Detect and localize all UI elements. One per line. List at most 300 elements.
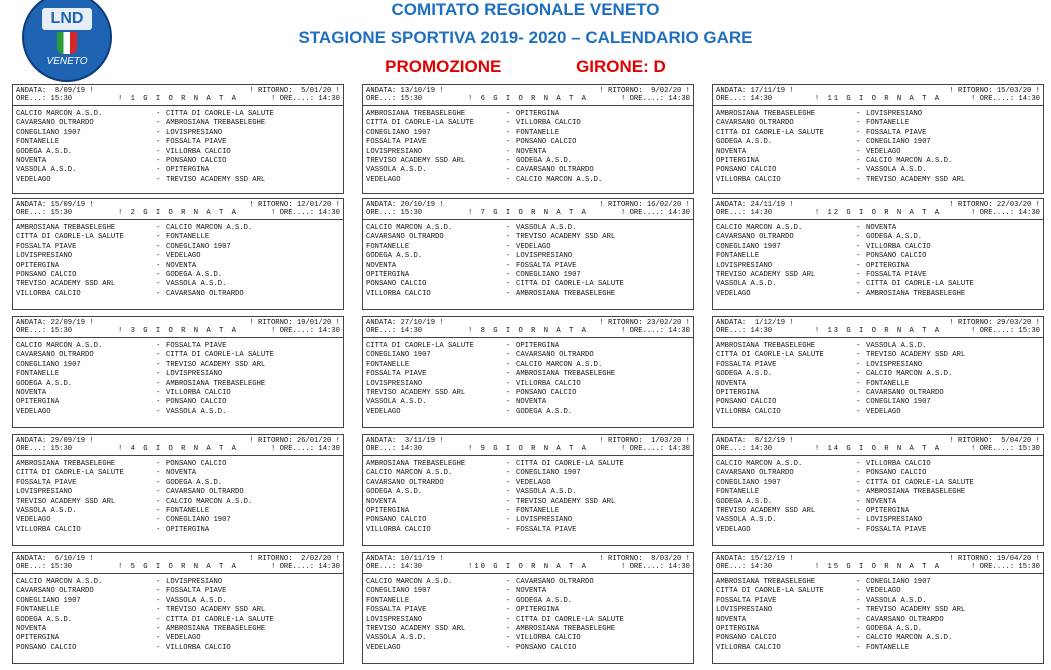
home-team: NOVENTA — [16, 389, 47, 397]
giornata-label: ! 6 G I O R N A T A — [468, 95, 588, 103]
home-team: FONTANELLE — [366, 596, 410, 605]
andata-time: ORE...: 14:30 — [366, 563, 423, 571]
match-row — [716, 370, 1040, 378]
away-team: CONEGLIANO 1907 — [866, 398, 931, 407]
separator: - — [856, 242, 861, 251]
separator: - — [506, 615, 511, 624]
home-team: FOSSALTA PIAVE — [366, 138, 427, 147]
match-row — [16, 176, 340, 184]
separator: - — [506, 280, 511, 289]
match-row — [366, 389, 690, 397]
match-row — [716, 587, 1040, 595]
away-team: FONTANELLE — [866, 643, 910, 652]
home-team: GODEGA A.S.D. — [16, 379, 73, 388]
giornata-label: ! 5 G I O R N A T A — [118, 563, 238, 571]
giornata-label: ! 11 G I O R N A T A — [814, 95, 942, 103]
match-row — [716, 280, 1040, 288]
match-row — [716, 233, 1040, 241]
home-team: TREVISO ACADEMY SSD ARL — [16, 280, 116, 289]
ritorno-time: ! ORE....: 14:30 — [270, 563, 340, 571]
away-team: LOVISPRESIANO — [166, 370, 223, 379]
separator: - — [856, 497, 861, 506]
match-row — [366, 129, 690, 137]
match-row — [716, 488, 1040, 496]
home-team: TREVISO ACADEMY SSD ARL — [16, 497, 116, 506]
separator: - — [506, 625, 511, 633]
away-team: GODEGA A.S.D. — [166, 271, 223, 279]
home-team: PONSANO CALCIO — [16, 271, 77, 279]
separator: - — [156, 280, 161, 289]
away-team: AMBROSIANA TREBASELEGHE — [516, 370, 616, 379]
round-block — [712, 552, 1044, 664]
match-row — [16, 138, 340, 146]
giornata-label: ! 1 G I O R N A T A — [118, 95, 238, 103]
away-team: CONEGLIANO 1907 — [516, 271, 581, 279]
away-team: CAVARSANO OLTRARDO — [166, 488, 244, 497]
giornata-label: ! 12 G I O R N A T A — [814, 209, 942, 217]
match-row — [716, 479, 1040, 487]
away-team: TREVISO ACADEMY SSD ARL — [866, 606, 966, 615]
separator: - — [156, 398, 161, 407]
away-team: NOVENTA — [516, 398, 547, 407]
home-team: CITTA DI CAORLE-LA SALUTE — [16, 233, 124, 242]
home-team: FOSSALTA PIAVE — [366, 370, 427, 379]
away-team: VASSOLA A.S.D. — [516, 224, 577, 232]
match-row — [716, 351, 1040, 359]
home-team: FOSSALTA PIAVE — [716, 360, 777, 369]
away-team: FOSSALTA PIAVE — [166, 342, 227, 350]
match-row — [16, 460, 340, 468]
round-block — [712, 84, 1044, 194]
match-row — [16, 578, 340, 586]
ritorno-time: ! ORE....: 14:30 — [270, 445, 340, 453]
ritorno-time: ! ORE....: 14:30 — [620, 95, 690, 103]
away-team: OPITERGINA — [166, 525, 210, 534]
home-team: CONEGLIANO 1907 — [16, 360, 81, 369]
separator: - — [156, 407, 161, 416]
separator: - — [506, 469, 511, 478]
giornata-label: ! 13 G I O R N A T A — [814, 327, 942, 335]
away-team: CAVARSANO OLTRARDO — [516, 578, 594, 586]
away-team: VILLORBA CALCIO — [866, 242, 931, 251]
home-team: LOVISPRESIANO — [16, 252, 73, 261]
home-team: GODEGA A.S.D. — [366, 488, 423, 497]
home-team: VEDELAGO — [366, 643, 401, 652]
away-team: GODEGA A.S.D. — [516, 407, 573, 416]
away-team: LOVISPRESIANO — [166, 578, 223, 586]
andata-time: ORE...: 14:30 — [716, 209, 773, 217]
andata-time: ORE...: 15:30 — [16, 95, 73, 103]
separator: - — [506, 166, 511, 175]
giornata-label: ! 7 G I O R N A T A — [468, 209, 588, 217]
separator: - — [506, 110, 511, 118]
away-team: CALCIO MARCON A.S.D. — [516, 360, 603, 369]
away-team: FOSSALTA PIAVE — [866, 271, 927, 279]
separator: - — [856, 615, 861, 624]
committee-title: COMITATO REGIONALE VENETO — [391, 0, 660, 19]
away-team: VASSOLA A.S.D. — [866, 596, 927, 605]
match-row — [16, 526, 340, 534]
away-team: CALCIO MARCON A.S.D. — [866, 370, 953, 379]
separator: - — [856, 407, 861, 416]
andata-date: ANDATA: 1/12/19 ! — [716, 319, 794, 327]
separator: - — [506, 175, 511, 184]
match-row — [366, 342, 690, 350]
home-team: VASSOLA A.S.D. — [16, 166, 77, 175]
match-row — [716, 157, 1040, 165]
match-row — [716, 498, 1040, 506]
match-row — [716, 252, 1040, 260]
match-row — [366, 110, 690, 118]
separator: - — [156, 119, 161, 128]
match-row — [716, 578, 1040, 586]
home-team: PONSANO CALCIO — [16, 643, 77, 652]
home-team: CONEGLIANO 1907 — [366, 351, 431, 360]
ritorno-time: ! ORE....: 15:30 — [970, 445, 1040, 453]
match-row — [366, 526, 690, 534]
home-team: VEDELAGO — [16, 516, 51, 525]
away-team: LOVISPRESIANO — [866, 110, 923, 118]
round-block — [712, 198, 1044, 310]
home-team: VEDELAGO — [716, 525, 751, 534]
home-team: GODEGA A.S.D. — [716, 138, 773, 147]
home-team: NOVENTA — [366, 497, 397, 506]
separator: - — [156, 289, 161, 298]
andata-date: ANDATA: 3/11/19 ! — [366, 437, 444, 445]
separator: - — [156, 488, 161, 497]
away-team: VEDELAGO — [516, 478, 551, 487]
season-title: STAGIONE SPORTIVA 2019- 2020 – CALENDARIO GARE — [298, 28, 753, 47]
match-row — [366, 469, 690, 477]
giornata-label: ! 9 G I O R N A T A — [468, 445, 588, 453]
home-team: FOSSALTA PIAVE — [366, 606, 427, 615]
match-row — [716, 290, 1040, 298]
match-row — [716, 597, 1040, 605]
match-row — [366, 634, 690, 642]
andata-time: ORE...: 14:30 — [716, 445, 773, 453]
separator: - — [856, 488, 861, 497]
away-team: FOSSALTA PIAVE — [516, 261, 577, 270]
match-row — [366, 176, 690, 184]
away-team: GODEGA A.S.D. — [866, 625, 923, 633]
separator: - — [856, 351, 861, 360]
away-team: FONTANELLE — [516, 128, 560, 137]
ritorno-time: ! ORE....: 14:30 — [620, 209, 690, 217]
home-team: CONEGLIANO 1907 — [366, 587, 431, 596]
separator: - — [506, 351, 511, 360]
separator: - — [856, 110, 861, 118]
home-team: NOVENTA — [716, 147, 747, 156]
match-row — [16, 233, 340, 241]
match-row — [716, 469, 1040, 477]
giornata-label: ! 3 G I O R N A T A — [118, 327, 238, 335]
match-row — [16, 597, 340, 605]
away-team: CITTA DI CAORLE-LA SALUTE — [516, 615, 624, 624]
home-team: TREVISO ACADEMY SSD ARL — [366, 157, 466, 165]
away-team: AMBROSIANA TREBASELEGHE — [516, 625, 616, 633]
match-row — [16, 488, 340, 496]
match-row — [366, 380, 690, 388]
away-team: TREVISO ACADEMY SSD ARL — [866, 175, 966, 184]
match-row — [366, 280, 690, 288]
home-team: AMBROSIANA TREBASELEGHE — [716, 110, 816, 118]
round-block — [362, 552, 694, 664]
match-row — [366, 460, 690, 468]
match-row — [16, 119, 340, 127]
away-team: PONSANO CALCIO — [516, 389, 577, 397]
away-team: VEDELAGO — [166, 252, 201, 261]
home-team: AMBROSIANA TREBASELEGHE — [16, 460, 116, 468]
away-team: CITTA DI CAORLE-LA SALUTE — [516, 460, 624, 468]
separator: - — [156, 271, 161, 279]
match-row — [16, 634, 340, 642]
home-team: NOVENTA — [366, 261, 397, 270]
away-team: NOVENTA — [516, 147, 547, 156]
home-team: LOVISPRESIANO — [366, 615, 423, 624]
ritorno-time: ! ORE....: 14:30 — [270, 327, 340, 335]
separator: - — [506, 271, 511, 279]
separator: - — [506, 398, 511, 407]
home-team: VILLORBA CALCIO — [366, 525, 431, 534]
separator: - — [856, 280, 861, 289]
away-team: NOVENTA — [866, 224, 897, 232]
separator: - — [856, 128, 861, 137]
home-team: LOVISPRESIANO — [716, 261, 773, 270]
away-team: CALCIO MARCON A.S.D. — [866, 634, 953, 643]
ritorno-date: ! RITORNO: 5/01/20 ! — [249, 87, 340, 95]
match-row — [366, 644, 690, 652]
home-team: FONTANELLE — [366, 360, 410, 369]
category-label: PROMOZIONE — [385, 57, 502, 76]
match-row — [16, 516, 340, 524]
away-team: VILLORBA CALCIO — [516, 379, 581, 388]
separator: - — [506, 596, 511, 605]
home-team: OPITERGINA — [16, 261, 60, 270]
separator: - — [156, 379, 161, 388]
separator: - — [506, 147, 511, 156]
match-row — [16, 625, 340, 633]
away-team: CALCIO MARCON A.S.D. — [166, 224, 253, 232]
away-team: GODEGA A.S.D. — [516, 596, 573, 605]
andata-time: ORE...: 14:30 — [716, 563, 773, 571]
home-team: TREVISO ACADEMY SSD ARL — [366, 625, 466, 633]
separator: - — [856, 606, 861, 615]
home-team: CAVARSANO OLTRARDO — [716, 469, 794, 478]
separator: - — [856, 271, 861, 279]
home-team: FONTANELLE — [16, 138, 60, 147]
home-team: CAVARSANO OLTRARDO — [16, 119, 94, 128]
away-team: CITTA DI CAORLE-LA SALUTE — [866, 280, 974, 289]
match-row — [16, 408, 340, 416]
round-block — [362, 316, 694, 428]
separator: - — [156, 497, 161, 506]
home-team: VILLORBA CALCIO — [16, 525, 81, 534]
home-team: CONEGLIANO 1907 — [16, 596, 81, 605]
separator: - — [506, 516, 511, 525]
giornata-label: ! 15 G I O R N A T A — [814, 563, 942, 571]
home-team: CAVARSANO OLTRARDO — [366, 478, 444, 487]
away-team: AMBROSIANA TREBASELEGHE — [866, 289, 966, 298]
away-team: CAVARSANO OLTRARDO — [866, 615, 944, 624]
separator: - — [156, 242, 161, 251]
away-team: FONTANELLE — [166, 507, 210, 515]
separator: - — [156, 587, 161, 596]
away-team: LOVISPRESIANO — [166, 128, 223, 137]
andata-time: ORE...: 15:30 — [366, 209, 423, 217]
match-row — [16, 290, 340, 298]
match-row — [16, 129, 340, 137]
separator: - — [856, 460, 861, 468]
separator: - — [506, 360, 511, 369]
home-team: PONSANO CALCIO — [716, 398, 777, 407]
match-row — [16, 616, 340, 624]
home-team: GODEGA A.S.D. — [16, 615, 73, 624]
away-team: FOSSALTA PIAVE — [166, 587, 227, 596]
home-team: PONSANO CALCIO — [366, 280, 427, 289]
separator: - — [856, 261, 861, 270]
home-team: GODEGA A.S.D. — [716, 370, 773, 379]
home-team: PONSANO CALCIO — [366, 516, 427, 525]
match-row — [16, 479, 340, 487]
andata-date: ANDATA: 15/12/19 ! — [716, 555, 794, 563]
separator: - — [156, 634, 161, 643]
ritorno-date: ! RITORNO: 12/01/20 ! — [249, 201, 340, 209]
home-team: CALCIO MARCON A.S.D. — [366, 578, 453, 586]
home-team: CAVARSANO OLTRARDO — [16, 587, 94, 596]
match-row — [366, 488, 690, 496]
away-team: VILLORBA CALCIO — [516, 634, 581, 643]
away-team: FONTANELLE — [866, 379, 910, 388]
separator: - — [856, 252, 861, 261]
ritorno-time: ! ORE....: 14:30 — [970, 95, 1040, 103]
match-row — [716, 507, 1040, 515]
home-team: CAVARSANO OLTRARDO — [716, 119, 794, 128]
separator: - — [506, 224, 511, 232]
home-team: OPITERGINA — [366, 271, 410, 279]
away-team: VASSOLA A.S.D. — [166, 407, 227, 416]
home-team: FOSSALTA PIAVE — [716, 596, 777, 605]
home-team: LOVISPRESIANO — [716, 606, 773, 615]
away-team: OPITERGINA — [866, 507, 910, 515]
home-team: OPITERGINA — [16, 634, 60, 643]
home-team: VILLORBA CALCIO — [716, 407, 781, 416]
separator: - — [856, 516, 861, 525]
andata-time: ORE...: 15:30 — [16, 563, 73, 571]
match-row — [716, 526, 1040, 534]
separator: - — [156, 643, 161, 652]
away-team: VASSOLA A.S.D. — [166, 280, 227, 289]
separator: - — [506, 478, 511, 487]
away-team: NOVENTA — [866, 497, 897, 506]
giornata-label: !10 G I O R N A T A — [468, 563, 588, 571]
away-team: OPITERGINA — [516, 110, 560, 118]
separator: - — [506, 119, 511, 128]
separator: - — [506, 370, 511, 379]
away-team: FONTANELLE — [516, 507, 560, 515]
match-row — [16, 370, 340, 378]
ritorno-time: ! ORE....: 14:30 — [620, 445, 690, 453]
match-row — [366, 498, 690, 506]
match-row — [716, 148, 1040, 156]
match-row — [716, 408, 1040, 416]
away-team: CITTA DI CAORLE-LA SALUTE — [516, 280, 624, 289]
home-team: VASSOLA A.S.D. — [366, 166, 427, 175]
away-team: CITTA DI CAORLE-LA SALUTE — [166, 351, 274, 360]
away-team: FOSSALTA PIAVE — [166, 138, 227, 147]
separator: - — [156, 460, 161, 468]
separator: - — [156, 478, 161, 487]
away-team: GODEGA A.S.D. — [866, 233, 923, 242]
away-team: VILLORBA CALCIO — [866, 460, 931, 468]
andata-time: ORE...: 14:30 — [716, 95, 773, 103]
home-team: CITTA DI CAORLE-LA SALUTE — [716, 587, 824, 596]
home-team: VILLORBA CALCIO — [16, 289, 81, 298]
away-team: OPITERGINA — [866, 261, 910, 270]
round-block — [362, 84, 694, 194]
match-row — [716, 271, 1040, 279]
home-team: NOVENTA — [16, 157, 47, 165]
away-team: CONEGLIANO 1907 — [516, 469, 581, 478]
separator: - — [856, 342, 861, 350]
andata-date: ANDATA: 17/11/19 ! — [716, 87, 794, 95]
andata-date: ANDATA: 22/09/19 ! — [16, 319, 94, 327]
separator: - — [856, 138, 861, 147]
logo-lettering: LND — [42, 8, 92, 30]
giornata-label: ! 2 G I O R N A T A — [118, 209, 238, 217]
away-team: PONSANO CALCIO — [166, 398, 227, 407]
match-row — [716, 516, 1040, 524]
ritorno-date: ! RITORNO: 9/02/20 ! — [599, 87, 690, 95]
match-row — [366, 166, 690, 174]
match-row — [716, 606, 1040, 614]
away-team: VILLORBA CALCIO — [166, 389, 231, 397]
separator: - — [156, 360, 161, 369]
ritorno-date: ! RITORNO: 22/03/20 ! — [949, 201, 1040, 209]
match-row — [16, 606, 340, 614]
separator: - — [856, 166, 861, 175]
home-team: OPITERGINA — [716, 389, 760, 397]
home-team: CALCIO MARCON A.S.D. — [366, 469, 453, 478]
away-team: PONSANO CALCIO — [516, 138, 577, 147]
match-row — [16, 166, 340, 174]
match-row — [366, 479, 690, 487]
separator: - — [856, 360, 861, 369]
separator: - — [856, 507, 861, 515]
away-team: VILLORBA CALCIO — [166, 643, 231, 652]
match-row — [366, 119, 690, 127]
match-row — [366, 408, 690, 416]
separator: - — [856, 469, 861, 478]
match-row — [716, 110, 1040, 118]
ritorno-date: ! RITORNO: 16/02/20 ! — [599, 201, 690, 209]
away-team: AMBROSIANA TREBASELEGHE — [866, 488, 966, 497]
home-team: CALCIO MARCON A.S.D. — [16, 110, 103, 118]
match-row — [16, 380, 340, 388]
separator: - — [856, 578, 861, 586]
match-row — [16, 361, 340, 369]
andata-date: ANDATA: 6/10/19 ! — [16, 555, 94, 563]
home-team: AMBROSIANA TREBASELEGHE — [16, 224, 116, 232]
andata-date: ANDATA: 27/10/19 ! — [366, 319, 444, 327]
match-row — [716, 224, 1040, 232]
away-team: AMBROSIANA TREBASELEGHE — [166, 625, 266, 633]
andata-date: ANDATA: 10/11/19 ! — [366, 555, 444, 563]
away-team: VEDELAGO — [166, 634, 201, 643]
andata-time: ORE...: 15:30 — [16, 209, 73, 217]
home-team: VASSOLA A.S.D. — [366, 398, 427, 407]
match-row — [366, 243, 690, 251]
match-row — [16, 243, 340, 251]
